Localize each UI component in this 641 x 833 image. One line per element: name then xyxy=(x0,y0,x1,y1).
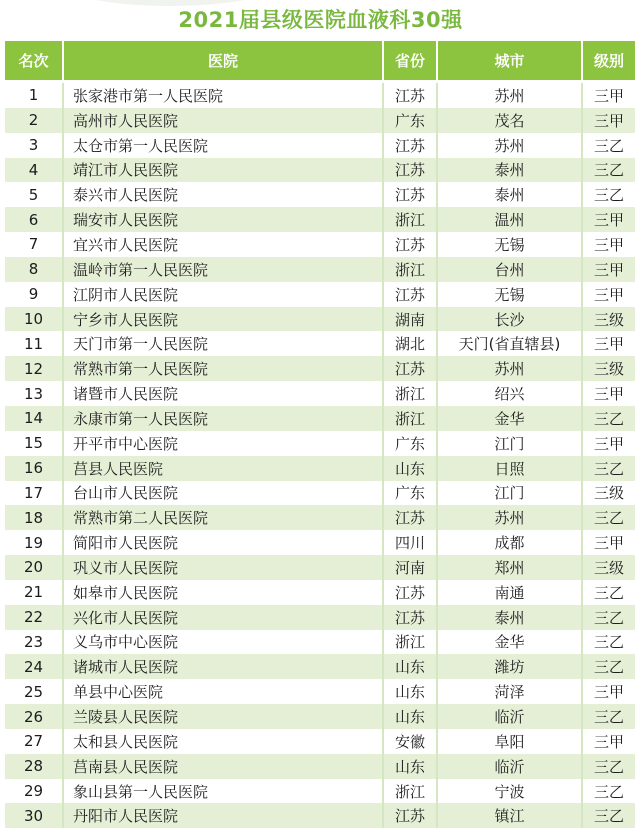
cell-hospital: 如皋市人民医院 xyxy=(62,580,382,605)
cell-province: 山东 xyxy=(382,704,436,729)
cell-city: 江门 xyxy=(436,431,581,456)
cell-city: 临沂 xyxy=(436,704,581,729)
cell-hospital: 兴化市人民医院 xyxy=(62,605,382,630)
cell-city: 苏州 xyxy=(436,133,581,158)
cell-hospital: 天门市第一人民医院 xyxy=(62,331,382,356)
cell-hospital: 莒县人民医院 xyxy=(62,456,382,481)
table-row xyxy=(5,779,635,804)
table-row xyxy=(5,381,635,406)
cell-rank: 28 xyxy=(23,757,44,776)
cell-rank: 2 xyxy=(28,111,39,130)
cell-level: 三甲 xyxy=(581,729,635,754)
cell-level: 三乙 xyxy=(581,630,635,655)
cell-level: 三甲 xyxy=(581,83,635,108)
cell-city: 泰州 xyxy=(436,182,581,207)
cell-city: 阜阳 xyxy=(436,729,581,754)
cell-province: 山东 xyxy=(382,679,436,704)
cell-rank: 5 xyxy=(28,185,39,204)
cell-province: 广东 xyxy=(382,481,436,506)
cell-level: 三甲 xyxy=(581,108,635,133)
cell-hospital: 宜兴市人民医院 xyxy=(62,232,382,257)
cell-province: 山东 xyxy=(382,654,436,679)
cell-level: 三乙 xyxy=(581,456,635,481)
cell-level: 三甲 xyxy=(581,257,635,282)
cell-hospital: 常熟市第一人民医院 xyxy=(62,356,382,381)
table-row xyxy=(5,605,635,630)
table-row xyxy=(5,108,635,133)
table-row xyxy=(5,580,635,605)
table-row xyxy=(5,754,635,779)
table-row xyxy=(5,406,635,431)
cell-city: 苏州 xyxy=(436,83,581,108)
cell-city: 茂名 xyxy=(436,108,581,133)
cell-hospital: 开平市中心医院 xyxy=(62,431,382,456)
cell-rank: 18 xyxy=(23,508,44,527)
cell-city: 苏州 xyxy=(436,505,581,530)
cell-level: 三级 xyxy=(581,356,635,381)
cell-hospital: 诸暨市人民医院 xyxy=(62,381,382,406)
table-header xyxy=(5,41,635,80)
cell-province: 浙江 xyxy=(382,630,436,655)
cell-province: 江苏 xyxy=(382,182,436,207)
cell-hospital: 太和县人民医院 xyxy=(62,729,382,754)
cell-rank: 21 xyxy=(23,583,44,602)
cell-province: 四川 xyxy=(382,530,436,555)
cell-rank: 20 xyxy=(23,558,44,577)
cell-rank: 3 xyxy=(28,136,39,155)
cell-hospital: 义乌市中心医院 xyxy=(62,630,382,655)
cell-province: 江苏 xyxy=(382,605,436,630)
cell-city: 长沙 xyxy=(436,307,581,332)
table-row xyxy=(5,133,635,158)
cell-rank: 19 xyxy=(23,533,44,552)
cell-level: 三乙 xyxy=(581,158,635,183)
cell-rank: 23 xyxy=(23,632,44,651)
cell-province: 江苏 xyxy=(382,356,436,381)
ranking-table xyxy=(5,41,635,828)
cell-rank: 6 xyxy=(28,210,39,229)
cell-rank: 13 xyxy=(23,384,44,403)
cell-rank: 27 xyxy=(23,732,44,751)
cell-hospital: 江阴市人民医院 xyxy=(62,282,382,307)
cell-rank: 26 xyxy=(23,707,44,726)
cell-level: 三甲 xyxy=(581,282,635,307)
cell-city: 无锡 xyxy=(436,282,581,307)
cell-rank: 1 xyxy=(28,86,39,105)
table-body xyxy=(5,83,635,828)
cell-rank: 16 xyxy=(23,459,44,478)
cell-level: 三甲 xyxy=(581,381,635,406)
cell-province: 安徽 xyxy=(382,729,436,754)
cell-rank: 14 xyxy=(23,409,44,428)
cell-hospital: 永康市第一人民医院 xyxy=(62,406,382,431)
cell-hospital: 台山市人民医院 xyxy=(62,481,382,506)
cell-level: 三甲 xyxy=(581,207,635,232)
cell-city: 宁波 xyxy=(436,779,581,804)
cell-rank: 29 xyxy=(23,782,44,801)
cell-city: 成都 xyxy=(436,530,581,555)
cell-province: 湖北 xyxy=(382,331,436,356)
cell-hospital: 宁乡市人民医院 xyxy=(62,307,382,332)
cell-province: 江苏 xyxy=(382,505,436,530)
table-row xyxy=(5,704,635,729)
cell-hospital: 高州市人民医院 xyxy=(62,108,382,133)
cell-city: 镇江 xyxy=(436,803,581,828)
cell-province: 广东 xyxy=(382,431,436,456)
cell-city: 金华 xyxy=(436,406,581,431)
cell-hospital: 莒南县人民医院 xyxy=(62,754,382,779)
cell-city: 台州 xyxy=(436,257,581,282)
cell-rank: 10 xyxy=(23,310,44,329)
cell-hospital: 靖江市人民医院 xyxy=(62,158,382,183)
cell-city: 泰州 xyxy=(436,158,581,183)
table-row xyxy=(5,331,635,356)
table-row xyxy=(5,729,635,754)
cell-rank: 9 xyxy=(28,285,39,304)
cell-city: 菏泽 xyxy=(436,679,581,704)
cell-level: 三级 xyxy=(581,481,635,506)
cell-city: 绍兴 xyxy=(436,381,581,406)
table-row xyxy=(5,232,635,257)
cell-level: 三乙 xyxy=(581,182,635,207)
cell-hospital: 简阳市人民医院 xyxy=(62,530,382,555)
table-row xyxy=(5,158,635,183)
cell-province: 广东 xyxy=(382,108,436,133)
table-row xyxy=(5,431,635,456)
cell-city: 临沂 xyxy=(436,754,581,779)
cell-rank: 8 xyxy=(28,260,39,279)
table-row xyxy=(5,83,635,108)
cell-hospital: 温岭市第一人民医院 xyxy=(62,257,382,282)
cell-hospital: 张家港市第一人民医院 xyxy=(62,83,382,108)
cell-city: 金华 xyxy=(436,630,581,655)
table-row xyxy=(5,505,635,530)
cell-rank: 4 xyxy=(28,160,39,179)
cell-rank: 12 xyxy=(23,359,44,378)
cell-level: 三乙 xyxy=(581,803,635,828)
cell-level: 三甲 xyxy=(581,530,635,555)
table-row xyxy=(5,356,635,381)
table-row xyxy=(5,803,635,828)
cell-province: 江苏 xyxy=(382,83,436,108)
cell-level: 三乙 xyxy=(581,654,635,679)
cell-province: 河南 xyxy=(382,555,436,580)
cell-level: 三乙 xyxy=(581,406,635,431)
table-row xyxy=(5,307,635,332)
table-row xyxy=(5,654,635,679)
cell-province: 浙江 xyxy=(382,406,436,431)
cell-hospital: 太仓市第一人民医院 xyxy=(62,133,382,158)
cell-province: 浙江 xyxy=(382,257,436,282)
cell-level: 三级 xyxy=(581,307,635,332)
cell-province: 江苏 xyxy=(382,580,436,605)
cell-level: 三乙 xyxy=(581,605,635,630)
cell-level: 三乙 xyxy=(581,754,635,779)
cell-province: 江苏 xyxy=(382,803,436,828)
cell-city: 潍坊 xyxy=(436,654,581,679)
cell-city: 泰州 xyxy=(436,605,581,630)
cell-province: 山东 xyxy=(382,754,436,779)
cell-hospital: 巩义市人民医院 xyxy=(62,555,382,580)
table-row xyxy=(5,630,635,655)
cell-city: 苏州 xyxy=(436,356,581,381)
cell-hospital: 丹阳市人民医院 xyxy=(62,803,382,828)
cell-level: 三甲 xyxy=(581,232,635,257)
table-row xyxy=(5,282,635,307)
header-level: 级别 xyxy=(581,41,635,80)
cell-level: 三乙 xyxy=(581,779,635,804)
cell-province: 江苏 xyxy=(382,133,436,158)
header-province: 省份 xyxy=(382,41,436,80)
table-row xyxy=(5,182,635,207)
table-row xyxy=(5,207,635,232)
cell-level: 三甲 xyxy=(581,679,635,704)
cell-level: 三乙 xyxy=(581,580,635,605)
table-row xyxy=(5,679,635,704)
cell-level: 三级 xyxy=(581,555,635,580)
table-row xyxy=(5,481,635,506)
cell-city: 江门 xyxy=(436,481,581,506)
cell-province: 江苏 xyxy=(382,282,436,307)
cell-hospital: 兰陵县人民医院 xyxy=(62,704,382,729)
cell-province: 浙江 xyxy=(382,381,436,406)
cell-rank: 25 xyxy=(23,682,44,701)
cell-province: 江苏 xyxy=(382,158,436,183)
cell-province: 江苏 xyxy=(382,232,436,257)
page-title: 2021届县级医院血液科30强 xyxy=(178,8,463,32)
cell-city: 日照 xyxy=(436,456,581,481)
cell-level: 三乙 xyxy=(581,133,635,158)
table-row xyxy=(5,530,635,555)
cell-province: 浙江 xyxy=(382,779,436,804)
cell-rank: 30 xyxy=(23,806,44,825)
table-row xyxy=(5,555,635,580)
header-rank: 名次 xyxy=(18,52,49,70)
cell-rank: 7 xyxy=(28,235,39,254)
cell-city: 温州 xyxy=(436,207,581,232)
header-hospital: 医院 xyxy=(62,41,382,80)
cell-city: 南通 xyxy=(436,580,581,605)
cell-province: 浙江 xyxy=(382,207,436,232)
cell-city: 无锡 xyxy=(436,232,581,257)
cell-city: 天门(省直辖县) xyxy=(436,331,581,356)
cell-rank: 17 xyxy=(23,483,44,502)
cell-rank: 24 xyxy=(23,657,44,676)
cell-city: 郑州 xyxy=(436,555,581,580)
cell-province: 山东 xyxy=(382,456,436,481)
cell-level: 三甲 xyxy=(581,431,635,456)
cell-hospital: 泰兴市人民医院 xyxy=(62,182,382,207)
cell-hospital: 诸城市人民医院 xyxy=(62,654,382,679)
cell-level: 三甲 xyxy=(581,331,635,356)
cell-hospital: 象山县第一人民医院 xyxy=(62,779,382,804)
cell-rank: 15 xyxy=(23,434,44,453)
cell-hospital: 常熟市第二人民医院 xyxy=(62,505,382,530)
cell-rank: 22 xyxy=(23,608,44,627)
cell-level: 三乙 xyxy=(581,704,635,729)
cell-rank: 11 xyxy=(23,334,44,353)
header-city: 城市 xyxy=(436,41,581,80)
cell-hospital: 单县中心医院 xyxy=(62,679,382,704)
cell-level: 三乙 xyxy=(581,505,635,530)
table-row xyxy=(5,257,635,282)
cell-province: 湖南 xyxy=(382,307,436,332)
cell-hospital: 瑞安市人民医院 xyxy=(62,207,382,232)
table-row xyxy=(5,456,635,481)
